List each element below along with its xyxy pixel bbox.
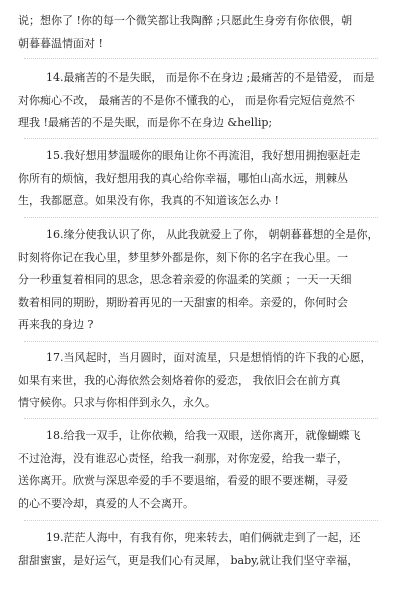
text-line: 不过沧海，没有谁忍心责怪，给我一刹那，对你宠爱，给我一辈子， (18, 451, 348, 465)
text-line: 分一秒重复着相同的思念，思念着亲爱的你温柔的笑颜 ；一天一天细 (18, 273, 352, 286)
text-line: 甜甜蜜蜜，是好运气，更是我们心有灵犀， baby,就让我们坚守幸福， (18, 553, 359, 567)
divider (24, 58, 378, 59)
divider (24, 520, 378, 521)
text-line: 19.茫茫人海中，有我有你，兜来转去，咱们俩就走到了一起，还 (46, 531, 361, 544)
divider (24, 418, 378, 419)
divider (24, 138, 378, 139)
paragraph (18, 224, 384, 337)
text-line: 数着相同的期盼，期盼着再见的一天甜蜜的相牵。亲爱的，你何时会 (18, 295, 348, 309)
paragraph (18, 145, 384, 213)
text-line: 生，我都愿意。如果没有你，我真的不知道该怎么办 ! (18, 194, 279, 207)
text-line: 送你离开。欣赏与深思牵爱的手不要退缩，看爱的眼不要迷糊，寻爱 (18, 474, 348, 487)
text-line: 16.缘分使我认识了你， 从此我就爱上了你， 朝朝暮暮想的全是你， (46, 228, 379, 241)
text-line: 时刻将你记在我心里，梦里梦外都是你，刻下你的名字在我心里。一 (18, 250, 348, 264)
text-line: 理我 !最痛苦的不是失眠，而是你不在身边 &hellip; (18, 116, 273, 129)
paragraph (18, 67, 384, 135)
paragraph (18, 10, 384, 55)
divider (24, 341, 378, 342)
text-line: 15.我好想用梦温暖你的眼角让你不再流泪，我好想用拥抱驱赶走 (46, 149, 361, 162)
text-line: 说；想你了 !你的每一个微笑都让我陶醉 ;只愿此生身旁有你依偎，朝 (18, 14, 353, 27)
text-line: 如果有来世，我的心海依然会刻烙着你的爱恋， 我依旧会在前方真 (18, 373, 341, 387)
text-line: 你所有的烦恼，我好想用我的真心给你幸福，哪怕山高水远，荆棘丛 (18, 171, 348, 185)
divider (24, 217, 378, 218)
text-line: 17.当风起时，当月圆时，面对流星，只是想悄悄的许下我的心愿， (46, 351, 372, 364)
text-line: 18.给我一双手，让你依赖，给我一双眼，送你离开，就像蝴蝶飞 (46, 429, 361, 442)
paragraph (18, 527, 384, 572)
text-line: 对你痴心不改， 最痛苦的不是你不懂我的心， 而是你看完短信竟然不 (18, 93, 355, 107)
text-line: 朝暮暮温情面对 ! (18, 36, 103, 50)
text-line: 情守候你。只求与你相伴到永久，永久。 (18, 396, 216, 409)
text-line: 的心不要冷却，真爱的人不会离开。 (18, 496, 194, 510)
paragraph (18, 347, 384, 415)
text-line: 再来我的身边 ? (18, 318, 94, 331)
text-line: 14.最痛苦的不是失眠， 而是你不在身边 ;最痛苦的不是错爱， 而是 (46, 71, 375, 84)
paragraph (18, 425, 384, 515)
